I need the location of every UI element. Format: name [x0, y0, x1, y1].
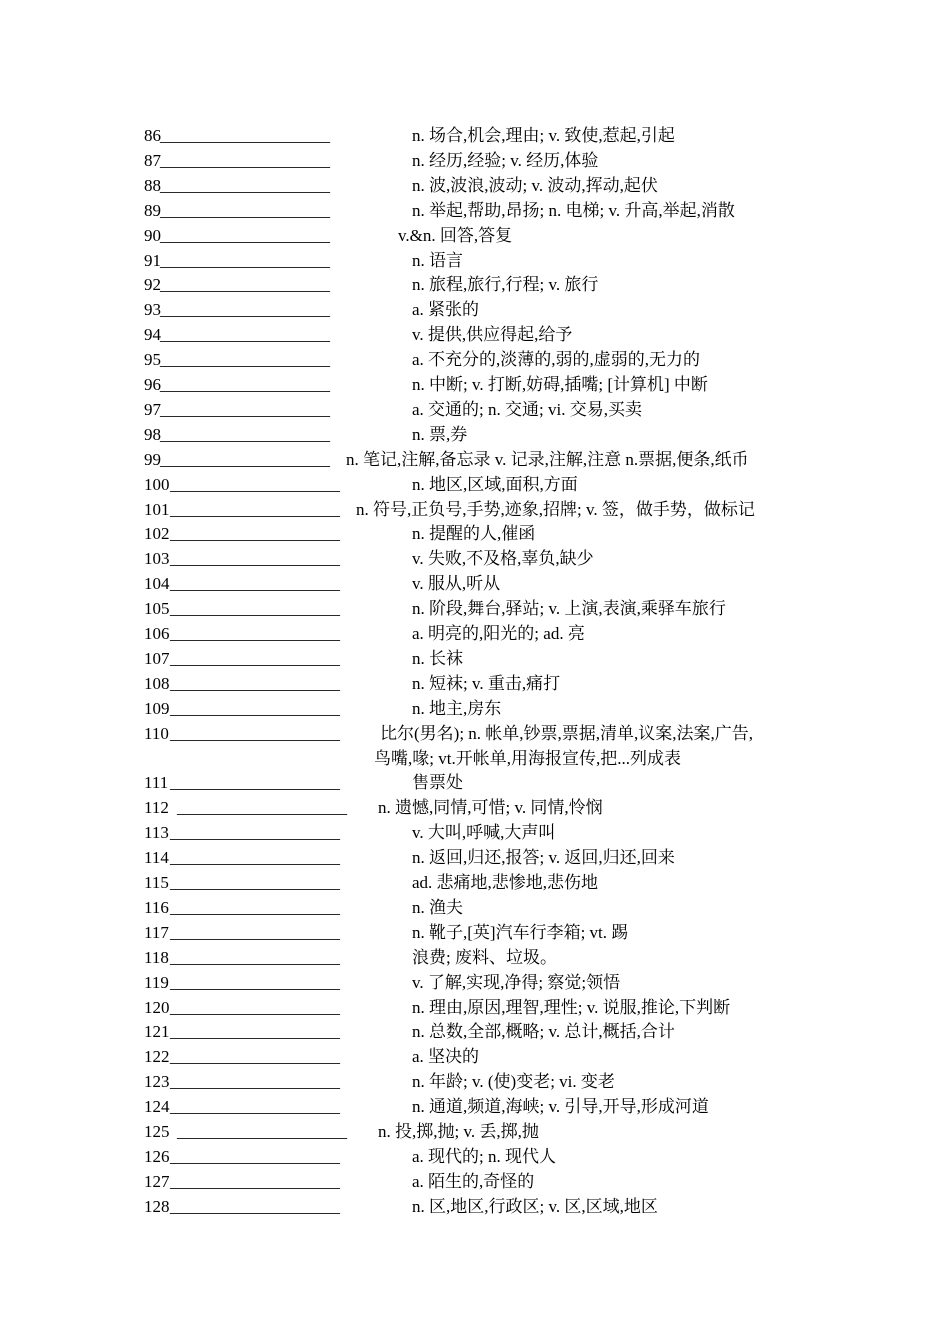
- definition-text: n. 符号,正负号,手势,迹象,招牌; v. 签，做手势，做标记: [356, 499, 755, 519]
- definition-text: 浪费; 废料、垃圾。: [412, 947, 557, 967]
- item-number: 108: [144, 673, 170, 693]
- answer-blank[interactable]: ____________________: [160, 225, 330, 245]
- answer-blank[interactable]: ____________________: [160, 275, 330, 295]
- definition-text: v.&n. 回答,答复: [398, 225, 513, 245]
- definition-text-continued: 鸟嘴,喙; vt.开帐单,用海报宣传,把...列成表: [374, 748, 681, 768]
- answer-blank[interactable]: ____________________: [170, 972, 340, 992]
- answer-blank[interactable]: ____________________: [170, 823, 340, 843]
- item-number: 89: [144, 200, 161, 220]
- item-number: 118: [144, 947, 169, 967]
- item-number: 103: [144, 549, 170, 569]
- item-number: 120: [144, 997, 170, 1017]
- item-number: 121: [144, 1022, 170, 1042]
- answer-blank[interactable]: ____________________: [160, 350, 330, 370]
- item-number: 111: [144, 773, 169, 793]
- definition-text: n. 波,波浪,波动; v. 波动,挥动,起伏: [412, 175, 658, 195]
- item-number: 86: [144, 126, 161, 145]
- definition-text: n. 旅程,旅行,行程; v. 旅行: [412, 275, 599, 295]
- answer-blank[interactable]: ____________________: [170, 698, 340, 718]
- item-number: 93: [144, 300, 161, 320]
- definition-text: ad. 悲痛地,悲惨地,悲伤地: [412, 873, 599, 892]
- item-number: 110: [144, 723, 169, 743]
- item-number: 96: [144, 375, 161, 394]
- definition-text: n. 票,券: [412, 424, 468, 444]
- item-number: 104: [144, 574, 170, 594]
- definition-text: n. 返回,归还,报答; v. 返回,归还,回来: [412, 848, 675, 868]
- item-number: 119: [144, 972, 169, 992]
- answer-blank[interactable]: ____________________: [160, 175, 330, 195]
- definition-text: n. 经历,经验; v. 经历,体验: [412, 150, 599, 170]
- answer-blank[interactable]: ____________________: [170, 997, 340, 1017]
- definition-text: a. 现代的; n. 现代人: [412, 1146, 557, 1166]
- definition-text: n. 阶段,舞台,驿站; v. 上演,表演,乘驿车旅行: [412, 599, 726, 619]
- item-number: 128: [144, 1196, 170, 1216]
- item-number: 97: [144, 399, 161, 419]
- definition-text: n. 理由,原因,理智,理性; v. 说服,推论,下判断: [412, 997, 731, 1017]
- item-number: 90: [144, 225, 161, 245]
- definition-text: n. 短袜; v. 重击,痛打: [412, 673, 561, 693]
- definition-text: v. 失败,不及格,辜负,缺少: [412, 549, 594, 569]
- definition-text: n. 语言: [412, 250, 463, 270]
- item-number: 115: [144, 873, 169, 892]
- definition-text: a. 明亮的,阳光的; ad. 亮: [412, 624, 585, 643]
- answer-blank[interactable]: ____________________: [170, 1171, 340, 1191]
- answer-blank[interactable]: ____________________: [170, 947, 340, 967]
- answer-blank[interactable]: ____________________: [160, 200, 330, 220]
- answer-blank[interactable]: ____________________: [170, 1047, 340, 1067]
- item-number: 88: [144, 175, 161, 195]
- item-number: 92: [144, 275, 161, 295]
- answer-blank[interactable]: ____________________: [170, 499, 340, 519]
- definition-text: n. 靴子,[英]汽车行李箱; vt. 踢: [412, 922, 629, 942]
- item-number: 106: [144, 624, 170, 643]
- answer-blank[interactable]: ____________________: [177, 1122, 347, 1141]
- definition-text: n. 通道,频道,海峡; v. 引导,开导,形成河道: [412, 1097, 709, 1117]
- answer-blank[interactable]: ____________________: [160, 250, 330, 270]
- item-number: 123: [144, 1072, 170, 1092]
- answer-blank[interactable]: ____________________: [170, 773, 340, 793]
- answer-blank[interactable]: ____________________: [170, 624, 340, 643]
- item-number: 126: [144, 1146, 170, 1166]
- answer-blank[interactable]: ____________________: [160, 300, 330, 320]
- item-number: 117: [144, 922, 169, 942]
- answer-blank[interactable]: ____________________: [177, 798, 347, 818]
- answer-blank[interactable]: ____________________: [170, 599, 340, 619]
- item-number: 124: [144, 1097, 170, 1117]
- item-number: 127: [144, 1171, 170, 1191]
- item-number: 87: [144, 150, 161, 170]
- item-number: 113: [144, 823, 169, 843]
- answer-blank[interactable]: ____________________: [170, 1022, 340, 1042]
- item-number: 100: [144, 474, 170, 494]
- item-number: 109: [144, 698, 170, 718]
- item-number: 112: [144, 798, 169, 818]
- definition-text: n. 区,地区,行政区; v. 区,区域,地区: [412, 1196, 658, 1216]
- answer-blank[interactable]: ____________________: [170, 648, 340, 668]
- definition-text: n. 渔夫: [412, 897, 463, 917]
- item-number: 98: [144, 424, 161, 444]
- answer-blank[interactable]: ____________________: [170, 873, 340, 892]
- answer-blank[interactable]: ____________________: [170, 848, 340, 868]
- answer-blank[interactable]: ____________________: [170, 1072, 340, 1092]
- definition-text: v. 服从,听从: [412, 574, 501, 594]
- definition-text: n. 地主,房东: [412, 698, 502, 718]
- answer-blank[interactable]: ____________________: [160, 449, 330, 469]
- definition-text: n. 提醒的人,催函: [412, 524, 536, 544]
- definition-text: 比尔(男名); n. 帐单,钞票,票据,清单,议案,法案,广告,: [380, 723, 754, 743]
- definition-text: a. 坚决的: [412, 1047, 480, 1067]
- definition-text: n. 投,掷,抛; v. 丢,掷,抛: [378, 1122, 539, 1141]
- definition-text: a. 不充分的,淡薄的,弱的,虚弱的,无力的: [412, 350, 701, 370]
- definition-text: a. 陌生的,奇怪的: [412, 1171, 535, 1191]
- definition-text: 售票处: [412, 773, 463, 793]
- item-number: 107: [144, 648, 170, 668]
- definition-text: n. 笔记,注解,备忘录 v. 记录,注解,注意 n.票据,便条,纸币: [346, 449, 749, 469]
- definition-text: v. 了解,实现,净得; 察觉;领悟: [412, 972, 621, 992]
- item-number: 105: [144, 599, 170, 619]
- definition-text: n. 遗憾,同情,可惜; v. 同情,怜悯: [378, 798, 603, 818]
- definition-text: n. 长袜: [412, 648, 463, 668]
- definition-text: n. 举起,帮助,昂扬; n. 电梯; v. 升高,举起,消散: [412, 200, 735, 220]
- answer-blank[interactable]: ____________________: [160, 399, 330, 419]
- answer-blank[interactable]: ____________________: [170, 474, 340, 494]
- answer-blank[interactable]: ____________________: [170, 1146, 340, 1166]
- item-number: 102: [144, 524, 170, 544]
- item-number: 125: [144, 1122, 170, 1141]
- answer-blank[interactable]: ____________________: [160, 150, 330, 170]
- item-number: 101: [144, 499, 170, 519]
- answer-blank[interactable]: ____________________: [170, 922, 340, 942]
- answer-blank[interactable]: ____________________: [170, 1196, 340, 1216]
- answer-blank[interactable]: ____________________: [170, 1097, 340, 1117]
- definition-text: n. 地区,区域,面积,方面: [412, 474, 578, 494]
- answer-blank[interactable]: ____________________: [160, 375, 330, 394]
- item-number: 91: [144, 250, 161, 270]
- definition-text: n. 总数,全部,概略; v. 总计,概括,合计: [412, 1022, 675, 1042]
- answer-blank[interactable]: ____________________: [170, 723, 340, 743]
- item-number: 99: [144, 449, 161, 469]
- item-number: 122: [144, 1047, 170, 1067]
- answer-blank[interactable]: ____________________: [170, 673, 340, 693]
- answer-blank[interactable]: ____________________: [170, 524, 340, 544]
- definition-text: n. 年龄; v. (使)变老; vi. 变老: [412, 1072, 615, 1092]
- definition-text: n. 中断; v. 打断,妨碍,插嘴; [计算机] 中断: [412, 375, 708, 394]
- answer-blank[interactable]: ____________________: [170, 897, 340, 917]
- definition-text: a. 交通的; n. 交通; vi. 交易,买卖: [412, 399, 642, 419]
- answer-blank[interactable]: ____________________: [160, 424, 330, 444]
- definition-text: n. 场合,机会,理由; v. 致使,惹起,引起: [412, 126, 675, 145]
- item-number: 114: [144, 848, 169, 868]
- answer-blank[interactable]: ____________________: [160, 126, 330, 145]
- answer-blank[interactable]: ____________________: [170, 574, 340, 594]
- definition-text: a. 紧张的: [412, 300, 480, 320]
- answer-blank[interactable]: ____________________: [170, 549, 340, 569]
- item-number: 116: [144, 897, 169, 917]
- definition-text: v. 提供,供应得起,给予: [412, 325, 573, 345]
- answer-blank[interactable]: ____________________: [160, 325, 330, 345]
- item-number: 94: [144, 325, 161, 345]
- item-number: 95: [144, 350, 161, 370]
- definition-text: v. 大叫,呼喊,大声叫: [412, 823, 556, 843]
